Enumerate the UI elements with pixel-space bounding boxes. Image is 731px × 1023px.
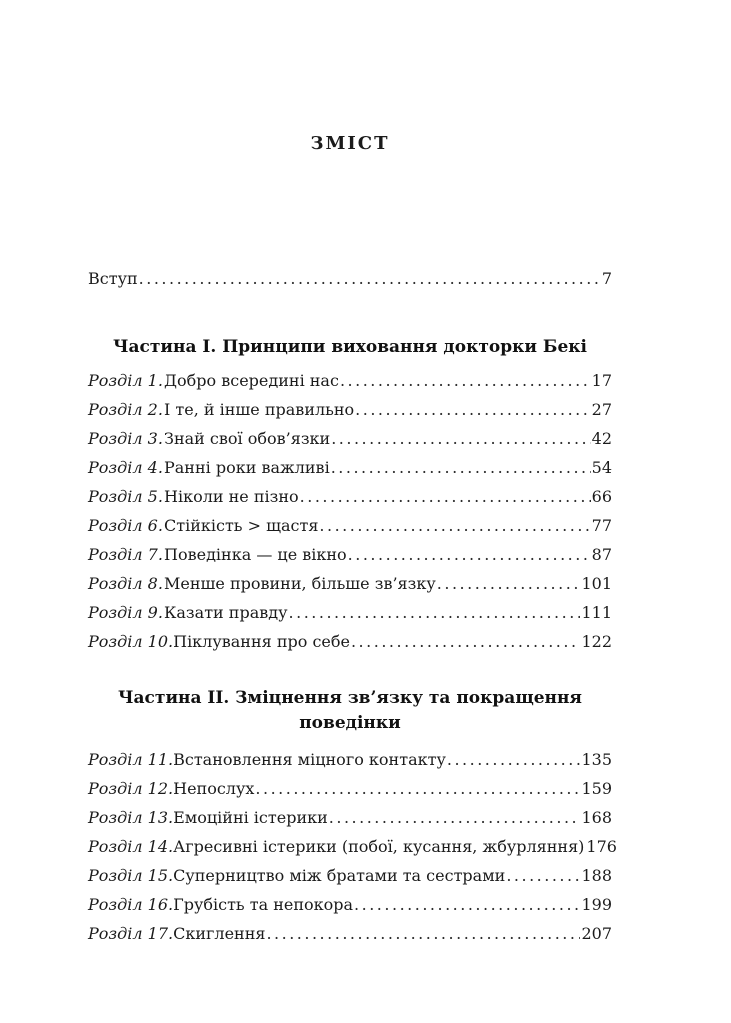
- chapter-page-number: 159: [581, 779, 612, 798]
- toc-entry: [88, 627, 612, 656]
- chapter-title: Непослух: [173, 779, 255, 798]
- toc-entry: [88, 832, 617, 861]
- chapter-page-number: 188: [581, 866, 612, 885]
- chapter-label: Розділ 11.: [88, 750, 174, 769]
- chapter-label: Розділ 3.: [88, 429, 163, 448]
- chapter-title: Суперництво між братами та сестрами: [173, 866, 506, 885]
- intro-label: Вступ: [88, 269, 138, 288]
- dot-leader: [351, 627, 580, 656]
- dot-leader: [255, 774, 580, 803]
- chapter-title: Менше провини, більше зв’язку: [164, 574, 436, 593]
- chapter-title: Встановлення міцного контакту: [173, 750, 446, 769]
- chapter-page-number: 122: [581, 632, 612, 651]
- chapter-label: Розділ 6.: [88, 516, 163, 535]
- chapter-page-number: 87: [591, 545, 612, 564]
- intro-page-number: 7: [601, 269, 612, 288]
- chapter-page-number: 66: [591, 487, 612, 506]
- dot-leader: [300, 482, 591, 511]
- chapter-label: Розділ 9.: [88, 603, 163, 622]
- toc-entry: [88, 540, 612, 569]
- dot-leader: [331, 424, 590, 453]
- chapter-label: Розділ 14.: [88, 837, 174, 856]
- toc-entry: [88, 482, 612, 511]
- toc-entry: [88, 803, 612, 832]
- chapter-title: Поведінка — це вікно: [164, 545, 347, 564]
- chapter-page-number: 207: [581, 924, 612, 943]
- toc-entry: [88, 745, 612, 774]
- chapter-title: Скиглення: [173, 924, 266, 943]
- chapter-label: Розділ 4.: [88, 458, 163, 477]
- chapter-label: Розділ 7.: [88, 545, 163, 564]
- chapter-page-number: 199: [581, 895, 612, 914]
- dot-leader: [348, 540, 591, 569]
- toc-sections: [88, 335, 617, 948]
- dot-leader: [329, 803, 581, 832]
- chapter-title: Грубість та непокора: [173, 895, 354, 914]
- section-heading: Частина II. Зміцнення зв’язку та покращення поведінки: [118, 688, 582, 733]
- chapter-title: Ранні роки важливі: [164, 458, 330, 477]
- toc-entry: [88, 919, 612, 948]
- chapter-label: Розділ 5.: [88, 487, 163, 506]
- dot-leader: [340, 366, 591, 395]
- chapter-label: Розділ 1.: [88, 371, 163, 390]
- dot-leader: [331, 453, 591, 482]
- dot-leader: [355, 395, 590, 424]
- dot-leader: [354, 890, 580, 919]
- chapter-title: І те, й інше правильно: [164, 400, 355, 419]
- toc-entry-intro: [88, 264, 612, 293]
- chapter-title: Агресивні істерики (побої, кусання, жбурляння): [173, 837, 585, 856]
- toc-entry: [88, 774, 612, 803]
- chapter-page-number: 42: [591, 429, 612, 448]
- chapter-label: Розділ 2.: [88, 400, 163, 419]
- chapter-label: Розділ 8.: [88, 574, 163, 593]
- chapter-title: Добро всередині нас: [164, 371, 339, 390]
- chapter-page-number: 135: [581, 750, 612, 769]
- page-title: ЗМІСТ: [310, 133, 390, 154]
- chapter-label: Розділ 10.: [88, 632, 174, 651]
- chapter-title: Піклування про себе: [173, 632, 350, 651]
- chapter-page-number: 168: [581, 808, 612, 827]
- chapter-title: Емоційні істерики: [173, 808, 328, 827]
- chapter-label: Розділ 15.: [88, 866, 174, 885]
- chapter-page-number: 54: [591, 458, 612, 477]
- chapter-page-number: 111: [581, 603, 612, 622]
- toc-entry: [88, 861, 612, 890]
- chapter-label: Розділ 17.: [88, 924, 174, 943]
- dot-leader: [289, 598, 581, 627]
- chapter-page-number: 17: [591, 371, 612, 390]
- chapter-page-number: 77: [591, 516, 612, 535]
- chapter-title: Казати правду: [164, 603, 288, 622]
- dot-leader: [447, 745, 581, 774]
- dot-leader: [266, 919, 580, 948]
- dot-leader: [139, 264, 601, 293]
- section-rows: [88, 745, 617, 948]
- chapter-title: Ніколи не пізно: [164, 487, 299, 506]
- toc-entry: [88, 395, 612, 424]
- toc-entry: [88, 511, 612, 540]
- chapter-page-number: 27: [591, 400, 612, 419]
- section-rows: [88, 366, 612, 656]
- chapter-label: Розділ 13.: [88, 808, 174, 827]
- dot-leader: [319, 511, 590, 540]
- dot-leader: [437, 569, 581, 598]
- dot-leader: [506, 861, 580, 890]
- chapter-label: Розділ 16.: [88, 895, 174, 914]
- toc-entry: [88, 890, 612, 919]
- section-heading: Частина I. Принципи виховання докторки Бекі: [113, 337, 587, 357]
- chapter-label: Розділ 12.: [88, 779, 174, 798]
- chapter-title: Знай свої обов’язки: [164, 429, 331, 448]
- toc-entry: [88, 366, 612, 395]
- toc-entry: [88, 598, 612, 627]
- toc-entry: [88, 453, 612, 482]
- chapter-page-number: 176: [586, 837, 617, 856]
- chapter-page-number: 101: [581, 574, 612, 593]
- chapter-title: Стійкість > щастя: [164, 516, 319, 535]
- toc-entry: [88, 424, 612, 453]
- toc-entry: [88, 569, 612, 598]
